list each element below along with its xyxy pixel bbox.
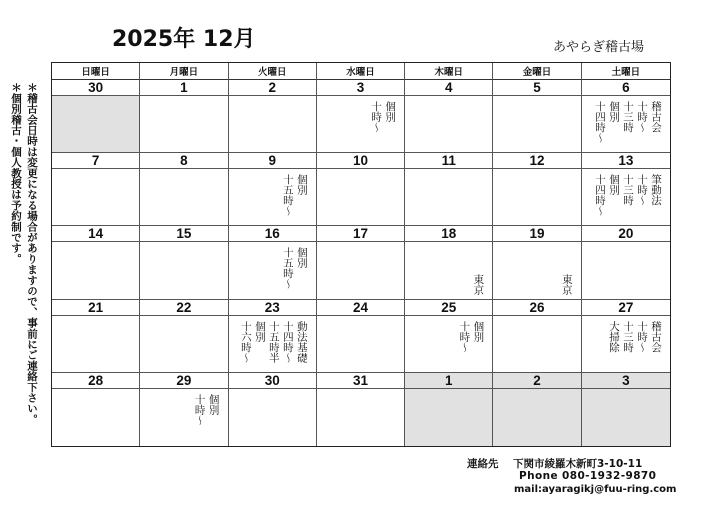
day-body xyxy=(493,389,580,446)
day-cell xyxy=(582,373,670,446)
day-cell xyxy=(405,153,493,226)
day-cell xyxy=(405,300,493,373)
day-body xyxy=(52,389,139,446)
day-cell xyxy=(317,153,405,226)
day-cell xyxy=(582,226,670,299)
event-line: 個別 xyxy=(295,247,308,269)
day-number: 5 xyxy=(493,80,580,96)
event-line: 稽古会 xyxy=(649,101,662,133)
month-calendar-grid xyxy=(51,62,671,447)
day-number: 15 xyxy=(140,226,227,242)
day-number: 29 xyxy=(140,373,227,389)
day-body xyxy=(317,316,404,372)
day-number: 6 xyxy=(582,80,670,96)
contact-mail: mail:ayaragikj@fuu-ring.com xyxy=(514,484,677,495)
page-title: 2025年 12月 xyxy=(112,27,256,52)
event-line: 個別 xyxy=(253,320,266,342)
day-cell xyxy=(229,300,317,373)
day-number: 16 xyxy=(229,226,316,242)
event-line: 個別 xyxy=(472,320,485,342)
event-line: 十四時〜 xyxy=(593,101,606,143)
day-body xyxy=(493,169,580,225)
contact-phone: Phone 080-1932-9870 xyxy=(519,470,657,482)
day-events xyxy=(282,247,308,289)
day-number: 13 xyxy=(582,153,670,169)
weekday-header: 木曜日 xyxy=(405,63,493,80)
day-number: 3 xyxy=(582,373,670,389)
day-cell xyxy=(582,80,670,153)
day-body xyxy=(52,242,139,298)
day-number: 31 xyxy=(317,373,404,389)
day-events xyxy=(458,321,484,353)
day-cell xyxy=(493,80,581,153)
day-body xyxy=(405,242,492,298)
day-cell xyxy=(229,226,317,299)
event-line: 個別 xyxy=(607,101,620,122)
day-number: 9 xyxy=(229,153,316,169)
day-body xyxy=(317,242,404,298)
day-events-bottom xyxy=(561,274,573,295)
day-number: 27 xyxy=(582,300,670,316)
day-events xyxy=(594,174,662,216)
event-line: 十五時半 xyxy=(267,320,280,363)
day-body xyxy=(229,316,316,372)
day-cell xyxy=(140,80,228,153)
contact-label: 連絡先 xyxy=(467,458,499,470)
day-number: 12 xyxy=(493,153,580,169)
day-cell xyxy=(229,373,317,446)
day-cell xyxy=(582,300,670,373)
day-body xyxy=(582,389,670,446)
day-body xyxy=(493,96,580,152)
day-cell xyxy=(405,80,493,153)
event-line: 十時〜 xyxy=(635,320,648,353)
event-line: 個別 xyxy=(207,393,220,415)
note-reservation: ＊個別稽古・個人教授は予約制です。 xyxy=(10,82,22,264)
weekday-header: 水曜日 xyxy=(317,63,405,80)
event-line: 大掃除 xyxy=(607,320,620,353)
day-number: 14 xyxy=(52,226,139,242)
day-cell xyxy=(317,300,405,373)
day-number: 17 xyxy=(317,226,404,242)
day-body xyxy=(140,169,227,225)
day-number: 26 xyxy=(493,300,580,316)
day-number: 24 xyxy=(317,300,404,316)
event-line: 十六時〜 xyxy=(239,320,252,363)
day-cell xyxy=(52,153,140,226)
event-line: 動法基礎 xyxy=(295,320,308,363)
contact-address: 下関市綾羅木新町3-10-11 xyxy=(513,458,643,470)
day-body xyxy=(405,96,492,152)
day-number: 1 xyxy=(140,80,227,96)
day-body xyxy=(229,96,316,152)
day-body xyxy=(229,389,316,446)
day-number: 30 xyxy=(229,373,316,389)
day-number: 1 xyxy=(405,373,492,389)
event-line: 十五時〜 xyxy=(281,247,294,290)
day-number: 28 xyxy=(52,373,139,389)
weekday-header: 土曜日 xyxy=(582,63,670,80)
weekday-header: 金曜日 xyxy=(493,63,581,80)
event-line: 筆動法 xyxy=(649,174,662,206)
day-cell xyxy=(493,373,581,446)
day-number: 19 xyxy=(493,226,580,242)
day-cell xyxy=(52,80,140,153)
day-body xyxy=(317,96,404,152)
day-body xyxy=(582,316,670,372)
day-cell xyxy=(140,300,228,373)
day-cell xyxy=(582,153,670,226)
day-cell xyxy=(140,226,228,299)
day-number: 2 xyxy=(229,80,316,96)
day-body xyxy=(317,389,404,446)
event-line: 稽古会 xyxy=(649,320,662,353)
day-events xyxy=(240,321,308,363)
day-number: 8 xyxy=(140,153,227,169)
day-cell xyxy=(229,80,317,153)
day-body xyxy=(52,316,139,372)
day-events xyxy=(370,101,396,133)
day-cell xyxy=(493,226,581,299)
day-body xyxy=(582,242,670,298)
day-number: 20 xyxy=(582,226,670,242)
day-cell xyxy=(140,153,228,226)
day-number: 22 xyxy=(140,300,227,316)
day-number: 10 xyxy=(317,153,404,169)
event-line: 十時〜 xyxy=(193,393,206,426)
day-body xyxy=(405,389,492,446)
weekday-header: 月曜日 xyxy=(140,63,228,80)
event-line: 十時〜 xyxy=(370,101,383,133)
day-cell xyxy=(52,373,140,446)
day-number: 3 xyxy=(317,80,404,96)
day-events xyxy=(594,101,662,143)
day-body xyxy=(493,242,580,298)
event-line: 十三時 xyxy=(621,101,634,133)
day-number: 4 xyxy=(405,80,492,96)
weekday-header: 日曜日 xyxy=(52,63,140,80)
day-body xyxy=(140,389,227,446)
event-line: 個別 xyxy=(295,174,308,196)
day-events xyxy=(282,174,308,216)
event-location: 東京 xyxy=(472,273,485,295)
note-schedule-change: ＊稽古会日時は変更になる場合がありますので、事前にご連絡下さい。 xyxy=(26,82,38,425)
day-cell xyxy=(229,153,317,226)
event-line: 十五時〜 xyxy=(281,174,294,217)
event-line: 十時〜 xyxy=(635,101,648,133)
day-cell xyxy=(493,300,581,373)
day-events xyxy=(194,394,220,426)
day-cell xyxy=(317,226,405,299)
day-body xyxy=(229,242,316,298)
day-body xyxy=(52,169,139,225)
day-cell xyxy=(405,226,493,299)
day-number: 30 xyxy=(52,80,139,96)
day-body xyxy=(140,242,227,298)
day-events xyxy=(608,321,662,353)
event-line: 十時〜 xyxy=(458,320,471,353)
day-body xyxy=(140,96,227,152)
event-line: 十四時〜 xyxy=(593,174,606,217)
event-line: 十時〜 xyxy=(635,174,648,206)
day-number: 2 xyxy=(493,373,580,389)
day-number: 11 xyxy=(405,153,492,169)
day-cell xyxy=(52,226,140,299)
day-body xyxy=(405,316,492,372)
day-cell xyxy=(317,80,405,153)
day-number: 25 xyxy=(405,300,492,316)
event-line: 個別 xyxy=(607,174,620,196)
event-line: 個別 xyxy=(384,101,397,122)
day-body xyxy=(405,169,492,225)
event-line: 十三時 xyxy=(621,174,634,206)
day-number: 7 xyxy=(52,153,139,169)
day-cell xyxy=(317,373,405,446)
day-body xyxy=(493,316,580,372)
day-body xyxy=(140,316,227,372)
day-cell xyxy=(405,373,493,446)
event-line: 十三時 xyxy=(621,320,634,353)
weekday-header: 火曜日 xyxy=(229,63,317,80)
day-events-bottom xyxy=(472,274,484,295)
day-body xyxy=(582,169,670,225)
day-cell xyxy=(140,373,228,446)
event-location: 東京 xyxy=(560,273,573,295)
day-number: 21 xyxy=(52,300,139,316)
event-line: 十四時〜 xyxy=(281,320,294,363)
studio-name: あやらぎ稽古場 xyxy=(553,40,645,55)
day-number: 18 xyxy=(405,226,492,242)
day-body xyxy=(52,96,139,152)
day-number: 23 xyxy=(229,300,316,316)
day-cell xyxy=(493,153,581,226)
day-body xyxy=(229,169,316,225)
day-body xyxy=(317,169,404,225)
day-body xyxy=(582,96,670,152)
day-cell xyxy=(52,300,140,373)
